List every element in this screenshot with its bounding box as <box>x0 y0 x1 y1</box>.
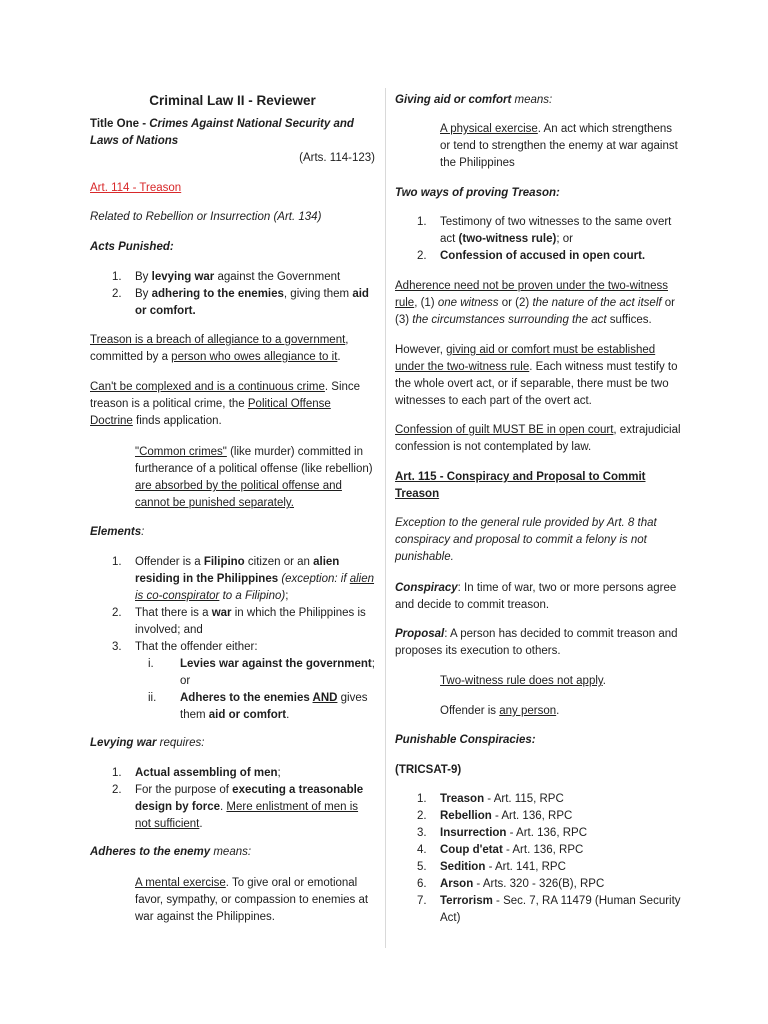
list-item: 1. Treason - Art. 115, RPC <box>417 793 564 805</box>
list-item: 3. Insurrection - Art. 136, RPC <box>417 827 587 839</box>
mental-exercise: A mental exercise. To give oral or emotional favor, sympathy, or compassion to enemies at war against the Philippines. <box>135 877 369 923</box>
list-item: 6. Arson - Arts. 320 - 326(B), RPC <box>417 878 605 890</box>
art-114-heading: Art. 114 - Treason <box>90 182 182 194</box>
giving-aid-heading: Giving aid or comfort means: <box>395 94 553 106</box>
treason-definition: Treason is a breach of allegiance to a government, committed by a person who owes allegiance to it. <box>90 334 349 363</box>
arts-range: (Arts. 114-123) <box>299 152 375 164</box>
list-item: 1. By levying war against the Government <box>112 271 341 283</box>
acts-punished-heading: Acts Punished: <box>90 241 174 253</box>
however-note: However, giving aid or comfort must be established under the two-witness rule. Each witness must testify to the whole overt act, or if separable, there must be two witnesses to each part of the overt act. <box>395 344 678 407</box>
acts-list <box>90 269 375 320</box>
sub-list-item: ii. Adheres to the enemies AND gives them aid or comfort. <box>148 692 368 721</box>
list-item: 1. Testimony of two witnesses to the same overt act (two-witness rule); or <box>417 216 672 245</box>
list-item: 3. That the offender either: <box>112 641 258 653</box>
page-title: Criminal Law II - Reviewer <box>149 93 316 108</box>
levying-war-heading: Levying war requires: <box>90 737 205 749</box>
conspiracies-list <box>395 791 685 927</box>
punishable-conspiracies-heading: Punishable Conspiracies: <box>395 734 536 746</box>
list-item: 2. Confession of accused in open court. <box>417 250 646 262</box>
list-item: 4. Coup d'etat - Art. 136, RPC <box>417 844 584 856</box>
art-115-heading: Art. 115 - Conspiracy and Proposal to Commit Treason <box>395 471 646 500</box>
common-crimes-note: "Common crimes" (like murder) committed in furtherance of a political offense (like rebellion) are absorbed by the political offense and cannot be punished separately. <box>135 446 373 509</box>
conspiracy-definition: Conspiracy: In time of war, two or more persons agree and decide to commit treason. <box>395 582 677 611</box>
proposal-definition: Proposal: A person has decided to commit treason and proposes its execution to others. <box>395 628 678 657</box>
list-item: 7. Terrorism - Sec. 7, RA 11479 (Human Security Act) <box>417 895 681 924</box>
offender-any-person: Offender is any person. <box>440 705 560 717</box>
proving-list <box>395 214 685 265</box>
cant-be-complexed: Can't be complexed and is a continuous crime. Since treason is a political crime, the Political Offense Doctrine finds application. <box>90 381 361 427</box>
title-one: Title One - Crimes Against National Security and Laws of Nations <box>90 118 354 147</box>
exception-note: Exception to the general rule provided by Art. 8 that conspiracy and proposal to commit a felony is not punishable. <box>395 517 657 563</box>
list-item: 2. Rebellion - Art. 136, RPC <box>417 810 573 822</box>
confession-note: Confession of guilt MUST BE in open court, extrajudicial confession is not contemplated by law. <box>395 424 681 453</box>
sub-list-item: i. Levies war against the government; or <box>148 658 375 687</box>
column-divider <box>385 88 386 948</box>
list-item: 5. Sedition - Art. 141, RPC <box>417 861 566 873</box>
list-item: 2. That there is a war in which the Philippines is involved; and <box>112 607 366 636</box>
physical-exercise: A physical exercise. An act which strengthens or tend to strengthen the enemy at war against the Philippines <box>440 123 678 169</box>
list-item: 1. Actual assembling of men; <box>112 767 281 779</box>
two-ways-heading: Two ways of proving Treason: <box>395 187 560 199</box>
adheres-heading: Adheres to the enemy means: <box>90 846 252 858</box>
levying-list <box>90 765 375 833</box>
adherence-note: Adherence need not be proven under the two-witness rule, (1) one witness or (2) the nature of the act itself or (3) the circumstances surrounding the act suffices. <box>395 280 675 326</box>
related-note: Related to Rebellion or Insurrection (Art. 134) <box>90 211 322 223</box>
two-witness-not-apply: Two-witness rule does not apply. <box>440 675 606 687</box>
list-item: 1. Offender is a Filipino citizen or an alien residing in the Philippines (exception: if alien is co-conspirator to a Filipino); <box>112 556 375 602</box>
elements-list <box>90 554 375 724</box>
tricsat-mnemonic: (TRICSAT-9) <box>395 764 462 776</box>
elements-heading: Elements: <box>90 526 145 538</box>
list-item: 2. For the purpose of executing a treasonable design by force. Mere enlistment of men is not sufficient. <box>112 784 364 830</box>
list-item: 2. By adhering to the enemies, giving them aid or comfort. <box>112 288 369 317</box>
